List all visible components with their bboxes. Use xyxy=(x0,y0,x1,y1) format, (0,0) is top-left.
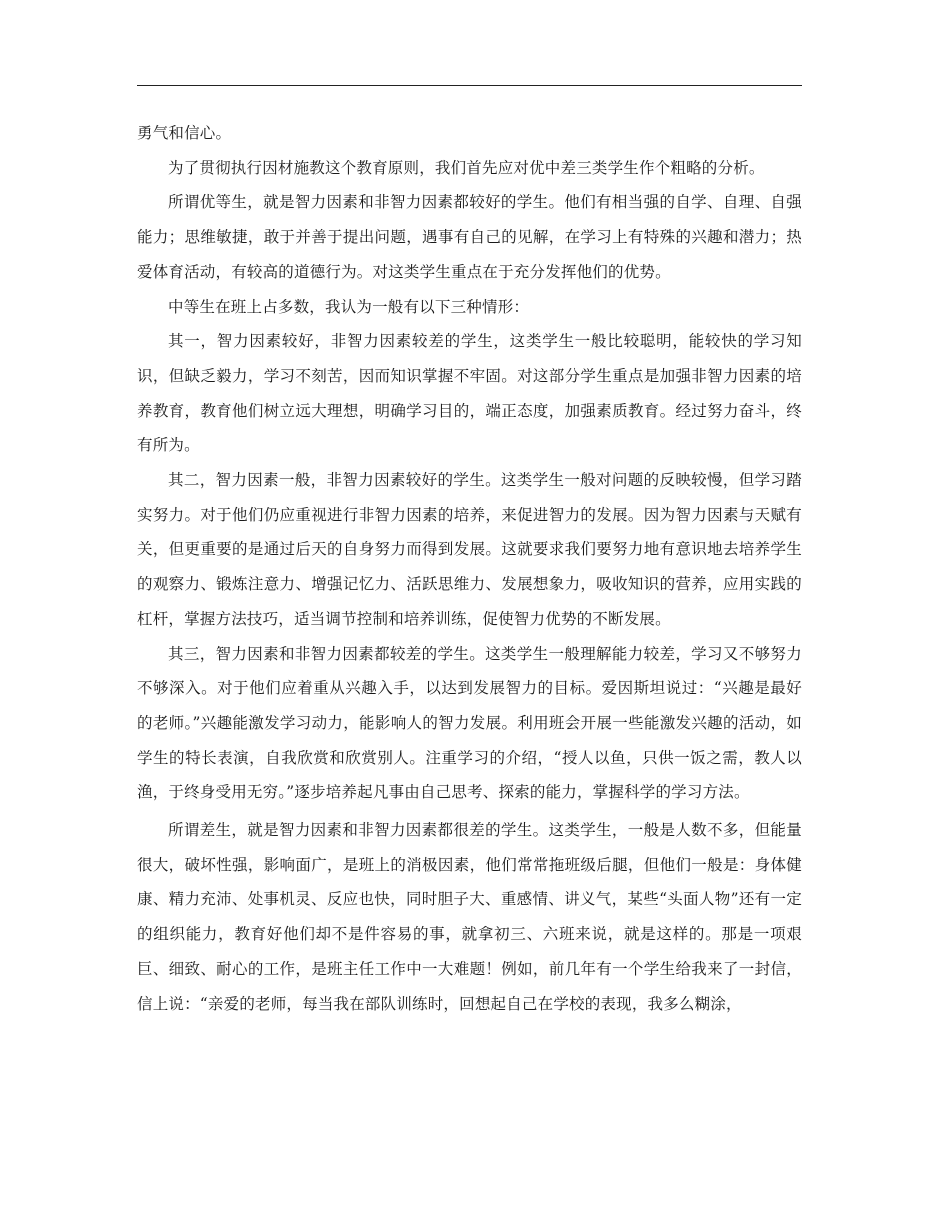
paragraph-struggling-students: 所谓差生，就是智力因素和非智力因素都很差的学生。这类学生，一般是人数不多，但能量很大，破坏性强，影响面广，是班上的消极因素，他们常常拖班级后腿，但他们一般是：身体健康、精力充沛、处事机灵、反应也快，同时胆子大、重感情、讲义气，某些“头面人物”还有一定的组织能力，教育好他们却不是件容易的事，就拿初三、六班来说，就是这样的。那是一项艰巨、细致、耐心的工作，是班主任工作中一大难题！例如，前几年有一个学生给我来了一封信，信上说：“亲爱的老师，每当我在部队训练时，回想起自己在学校的表现，我多么糊涂， xyxy=(137,821,802,1013)
paragraph-continuation: 勇气和信心。 xyxy=(137,124,232,142)
paragraph-case-two: 其二，智力因素一般，非智力因素较好的学生。这类学生一般对问题的反映较慢，但学习踏实努力。对于他们仍应重视进行非智力因素的培养，来促进智力的发展。因为智力因素与天赋有关，但更重要的是通过后天的自身努力而得到发展。这就要求我们要努力地有意识地去培养学生的观察力、锻炼注意力、增强记忆力、活跃思维力、发展想象力，吸收知识的营养，应用实践的杠杆，掌握方法技巧，适当调节控制和培养训练，促使智力优势的不断发展。 xyxy=(137,471,802,628)
document-body xyxy=(137,116,802,1021)
header-rule xyxy=(137,85,802,86)
paragraph-case-three: 其三，智力因素和非智力因素都较差的学生。这类学生一般理解能力较差，学习又不够努力不够深入。对于他们应着重从兴趣入手，以达到发展智力的目标。爱因斯坦说过：“兴趣是最好的老师。”兴趣能激发学习动力，能影响人的智力发展。利用班会开展一些能激发兴趣的活动，如学生的特长表演，自我欣赏和欣赏别人。注重学习的介绍，“授人以鱼，只供一饭之需，教人以渔，于终身受用无穷。”逐步培养起凡事由自己思考、探索的能力，掌握科学的学习方法。 xyxy=(137,644,802,802)
paragraph-case-one: 其一，智力因素较好，非智力因素较差的学生，这类学生一般比较聪明，能较快的学习知识，但缺乏毅力，学习不刻苦，因而知识掌握不牢固。对这部分学生重点是加强非智力因素的培养教育，教育他们树立远大理想，明确学习目的，端正态度，加强素质教育。经过努力奋斗，终有所为。 xyxy=(137,332,802,455)
paragraph-middle-students: 中等生在班上占多数，我认为一般有以下三种情形： xyxy=(168,297,530,316)
paragraph-intro: 为了贯彻执行因材施教这个教育原则，我们首先应对优中差三类学生作个粗略的分析。 xyxy=(168,158,765,177)
paragraph-top-students: 所谓优等生，就是智力因素和非智力因素都较好的学生。他们有相当强的自学、自理、自强能力；思维敏捷，敢于并善于提出问题，遇事有自己的见解，在学习上有特殊的兴趣和潜力；热爱体育活动，有较高的道德行为。对这类学生重点在于充分发挥他们的优势。 xyxy=(137,193,802,281)
